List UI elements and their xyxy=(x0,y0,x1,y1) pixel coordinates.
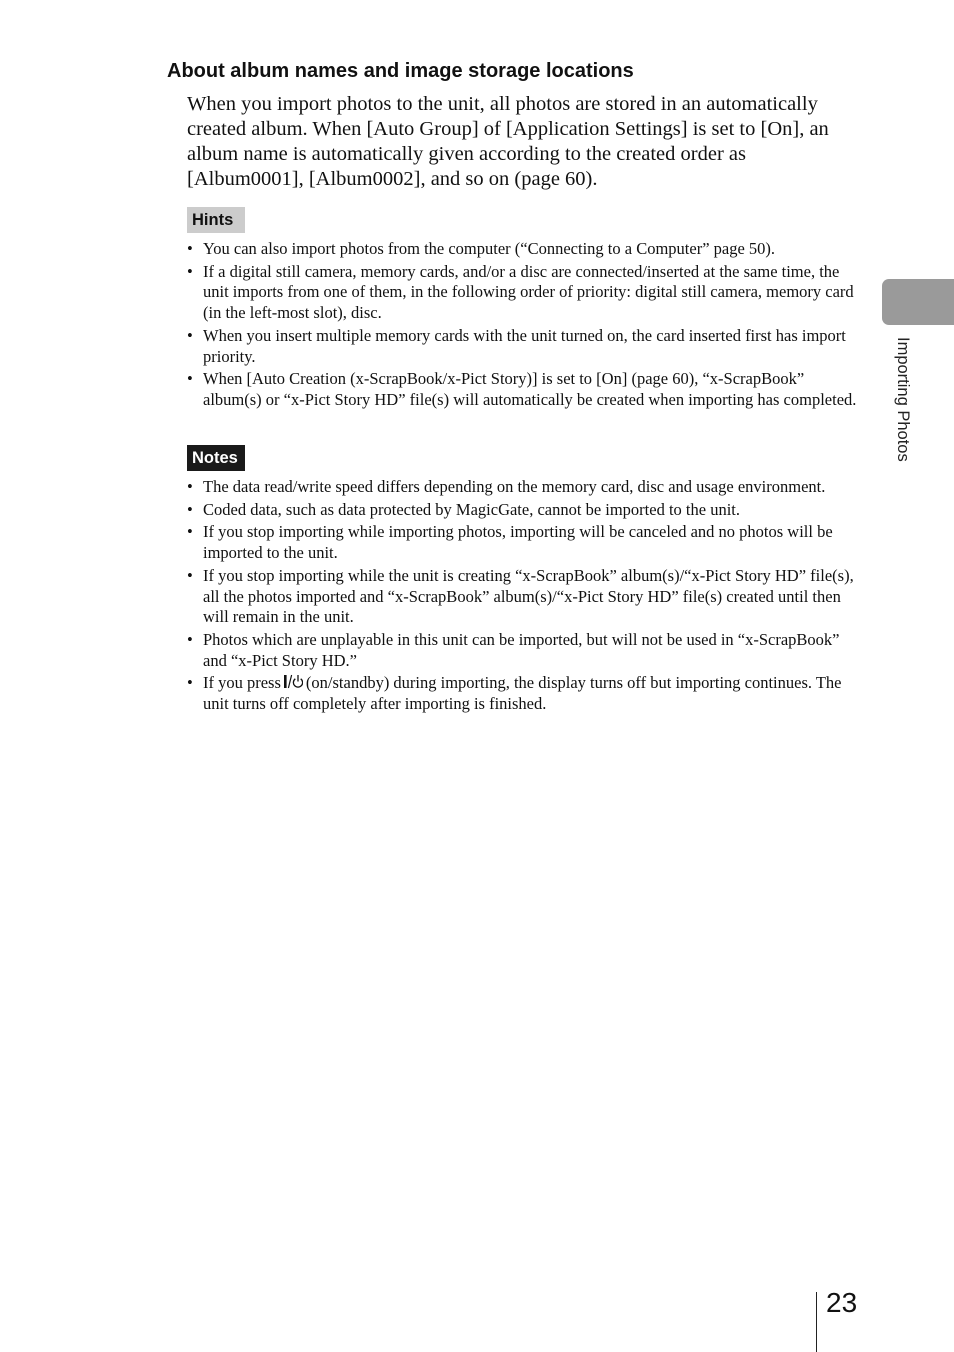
note-text: The data read/write speed differs depending on the memory card, disc and usage environment. xyxy=(203,477,826,496)
bullet: • xyxy=(187,522,193,542)
chapter-label: Importing Photos xyxy=(894,337,912,462)
hint-text: If a digital still camera, memory cards, and/or a disc are connected/inserted at the same time, the unit imports from one of them, in the following order of priority: digital still camera, memory card (in the left-most slot), disc. xyxy=(203,261,854,323)
intro-paragraph: When you import photos to the unit, all photos are stored in an automatically created album. When [Auto Group] of [Application Settings] is set to [On], an album name is automatically given according to the created order as [Album0001], [Album0002], and so on (page 60). xyxy=(187,93,829,190)
bullet: • xyxy=(187,629,193,649)
hint-text: You can also import photos from the computer (“Connecting to a Computer” page 50). xyxy=(203,239,776,258)
section-heading: About album names and image storage locations xyxy=(167,60,634,82)
hints-label: Hints xyxy=(187,207,245,233)
bullet: • xyxy=(187,261,193,281)
note-text-after: (on/standby) during importing, the display turns off but importing continues. The unit turns off completely after importing is finished. xyxy=(203,673,842,714)
chapter-tab xyxy=(882,279,954,325)
list-item xyxy=(187,522,857,563)
notes-label: Notes xyxy=(187,445,245,471)
list-item xyxy=(187,673,857,714)
note-text-before: If you press xyxy=(203,673,281,693)
note-text: Coded data, such as data protected by MagicGate, cannot be imported to the unit. xyxy=(203,499,740,519)
notes-list xyxy=(187,477,857,717)
bullet: • xyxy=(187,673,193,693)
power-standby-icon xyxy=(283,674,303,689)
list-item xyxy=(187,477,857,498)
bullet: • xyxy=(187,325,193,345)
note-text: If you stop importing while importing photos, importing will be canceled and no photos will be imported to the unit. xyxy=(203,522,833,563)
bullet: • xyxy=(187,369,193,389)
hints-list xyxy=(187,239,857,413)
bullet: • xyxy=(187,239,193,258)
list-item xyxy=(187,630,857,671)
list-item xyxy=(187,566,857,628)
list-item xyxy=(187,262,857,324)
note-text: If you stop importing while the unit is creating “x-ScrapBook” album(s)/“x-Pict Story HD” file(s), all the photos imported and “x-ScrapBook” album(s)/“x-Pict Story HD” file(s) created until then will remain in the unit. xyxy=(203,565,854,627)
hint-text: When you insert multiple memory cards with the unit turned on, the card inserted first has import priority. xyxy=(203,325,846,366)
bullet: • xyxy=(187,565,193,585)
page-number-divider xyxy=(816,1292,817,1352)
bullet: • xyxy=(187,477,193,496)
bullet: • xyxy=(187,499,193,519)
list-item xyxy=(187,500,857,521)
page-number: 23 xyxy=(826,1287,858,1318)
list-item xyxy=(187,326,857,367)
list-item xyxy=(187,239,857,260)
hint-text: When [Auto Creation (x-ScrapBook/x-Pict Story)] is set to [On] (page 60), “x-ScrapBook” album(s) or “x-Pict Story HD” file(s) will automatically be created when importing has completed. xyxy=(203,369,857,409)
list-item xyxy=(187,369,857,410)
note-text: Photos which are unplayable in this unit can be imported, but will not be used in “x-ScrapBook” and “x-Pict Story HD.” xyxy=(203,629,840,670)
